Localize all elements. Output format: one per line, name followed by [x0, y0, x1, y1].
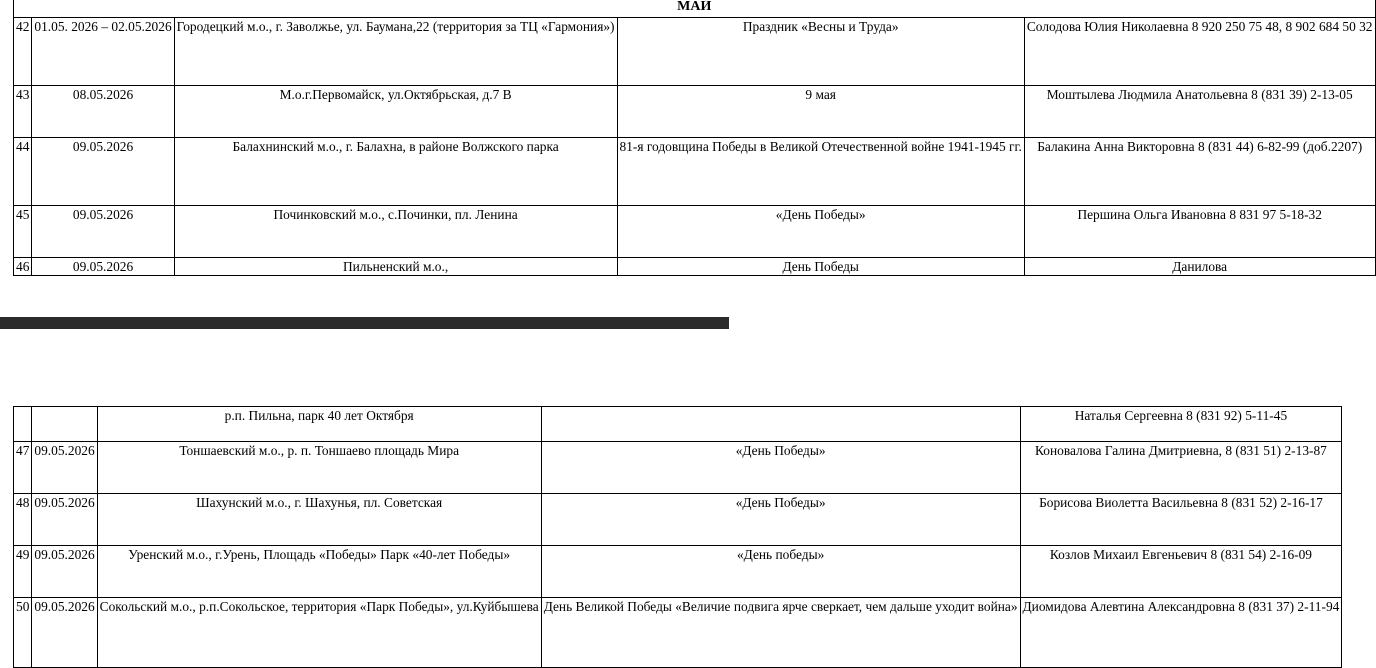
event-date: 01.05. 2026 – 02.05.2026 — [32, 18, 174, 86]
contact-person: Коновалова Галина Дмитриевна, 8 (831 51) 2-13-87 — [1020, 442, 1342, 494]
event-name: День Великой Победы «Величие подвига ярче сверкает, чем дальше уходит война» — [541, 598, 1020, 668]
event-name: День Победы — [617, 258, 1024, 276]
page-break-divider — [0, 317, 729, 329]
event-date: 09.05.2026 — [32, 206, 174, 258]
event-date: 09.05.2026 — [32, 598, 97, 668]
event-place: Сокольский м.о., р.п.Сокольское, территория «Парк Победы», ул.Куйбышева — [97, 598, 541, 668]
event-place: Пильненский м.о., — [174, 258, 617, 276]
event-place: Уренский м.о., г.Урень, Площадь «Победы» Парк «40-лет Победы» — [97, 546, 541, 598]
row-number: 44 — [14, 138, 32, 206]
contact-person: Солодова Юлия Николаевна 8 920 250 75 48, 8 902 684 50 32 — [1024, 18, 1375, 86]
event-name: «День Победы» — [617, 206, 1024, 258]
contact-person: Першина Ольга Ивановна 8 831 97 5-18-32 — [1024, 206, 1375, 258]
row-number: 48 — [14, 494, 32, 546]
event-place: Тоншаевский м.о., р. п. Тоншаево площадь Мира — [97, 442, 541, 494]
contact-person: Моштылева Людмила Анатольевна 8 (831 39) 2-13-05 — [1024, 86, 1375, 138]
event-place: Балахнинский м.о., г. Балахна, в районе Волжского парка — [174, 138, 617, 206]
schedule-table-top — [13, 0, 1376, 276]
event-name: 81-я годовщина Победы в Великой Отечественной войне 1941-1945 гг. — [617, 138, 1024, 206]
event-name — [541, 407, 1020, 442]
table-row — [14, 258, 1376, 276]
contact-person: Данилова — [1024, 258, 1375, 276]
event-date — [32, 407, 97, 442]
event-date: 09.05.2026 — [32, 138, 174, 206]
contact-person: Диомидова Алевтина Александровна 8 (831 37) 2-11-94 — [1020, 598, 1342, 668]
table-row — [14, 18, 1376, 86]
month-header: МАЙ — [14, 0, 1376, 18]
row-number: 47 — [14, 442, 32, 494]
contact-person: Наталья Сергеевна 8 (831 92) 5-11-45 — [1020, 407, 1342, 442]
table-row — [14, 407, 1342, 442]
event-place: Починковский м.о., с.Починки, пл. Ленина — [174, 206, 617, 258]
event-name: 9 мая — [617, 86, 1024, 138]
event-name: Праздник «Весны и Труда» — [617, 18, 1024, 86]
table-row — [14, 442, 1342, 494]
event-name: «День победы» — [541, 546, 1020, 598]
event-name: «День Победы» — [541, 494, 1020, 546]
month-row — [14, 0, 1376, 18]
event-date: 09.05.2026 — [32, 546, 97, 598]
event-place: р.п. Пильна, парк 40 лет Октября — [97, 407, 541, 442]
event-place: М.о.г.Первомайск, ул.Октябрьская, д.7 В — [174, 86, 617, 138]
table-row — [14, 598, 1342, 668]
event-name: «День Победы» — [541, 442, 1020, 494]
event-place: Шахунский м.о., г. Шахунья, пл. Советская — [97, 494, 541, 546]
row-number: 42 — [14, 18, 32, 86]
row-number: 46 — [14, 258, 32, 276]
contact-person: Борисова Виолетта Васильевна 8 (831 52) 2-16-17 — [1020, 494, 1342, 546]
table-row — [14, 494, 1342, 546]
table-row — [14, 546, 1342, 598]
event-place: Городецкий м.о., г. Заволжье, ул. Баумана,22 (территория за ТЦ «Гармония») — [174, 18, 617, 86]
row-number — [14, 407, 32, 442]
row-number: 43 — [14, 86, 32, 138]
row-number: 45 — [14, 206, 32, 258]
event-date: 09.05.2026 — [32, 258, 174, 276]
event-date: 09.05.2026 — [32, 442, 97, 494]
event-date: 09.05.2026 — [32, 494, 97, 546]
table-row — [14, 86, 1376, 138]
table-row — [14, 206, 1376, 258]
table-row — [14, 138, 1376, 206]
schedule-table-bottom — [13, 406, 1342, 668]
event-date: 08.05.2026 — [32, 86, 174, 138]
row-number: 50 — [14, 598, 32, 668]
contact-person: Балакина Анна Викторовна 8 (831 44) 6-82-99 (доб.2207) — [1024, 138, 1375, 206]
row-number: 49 — [14, 546, 32, 598]
contact-person: Козлов Михаил Евгеньевич 8 (831 54) 2-16-09 — [1020, 546, 1342, 598]
